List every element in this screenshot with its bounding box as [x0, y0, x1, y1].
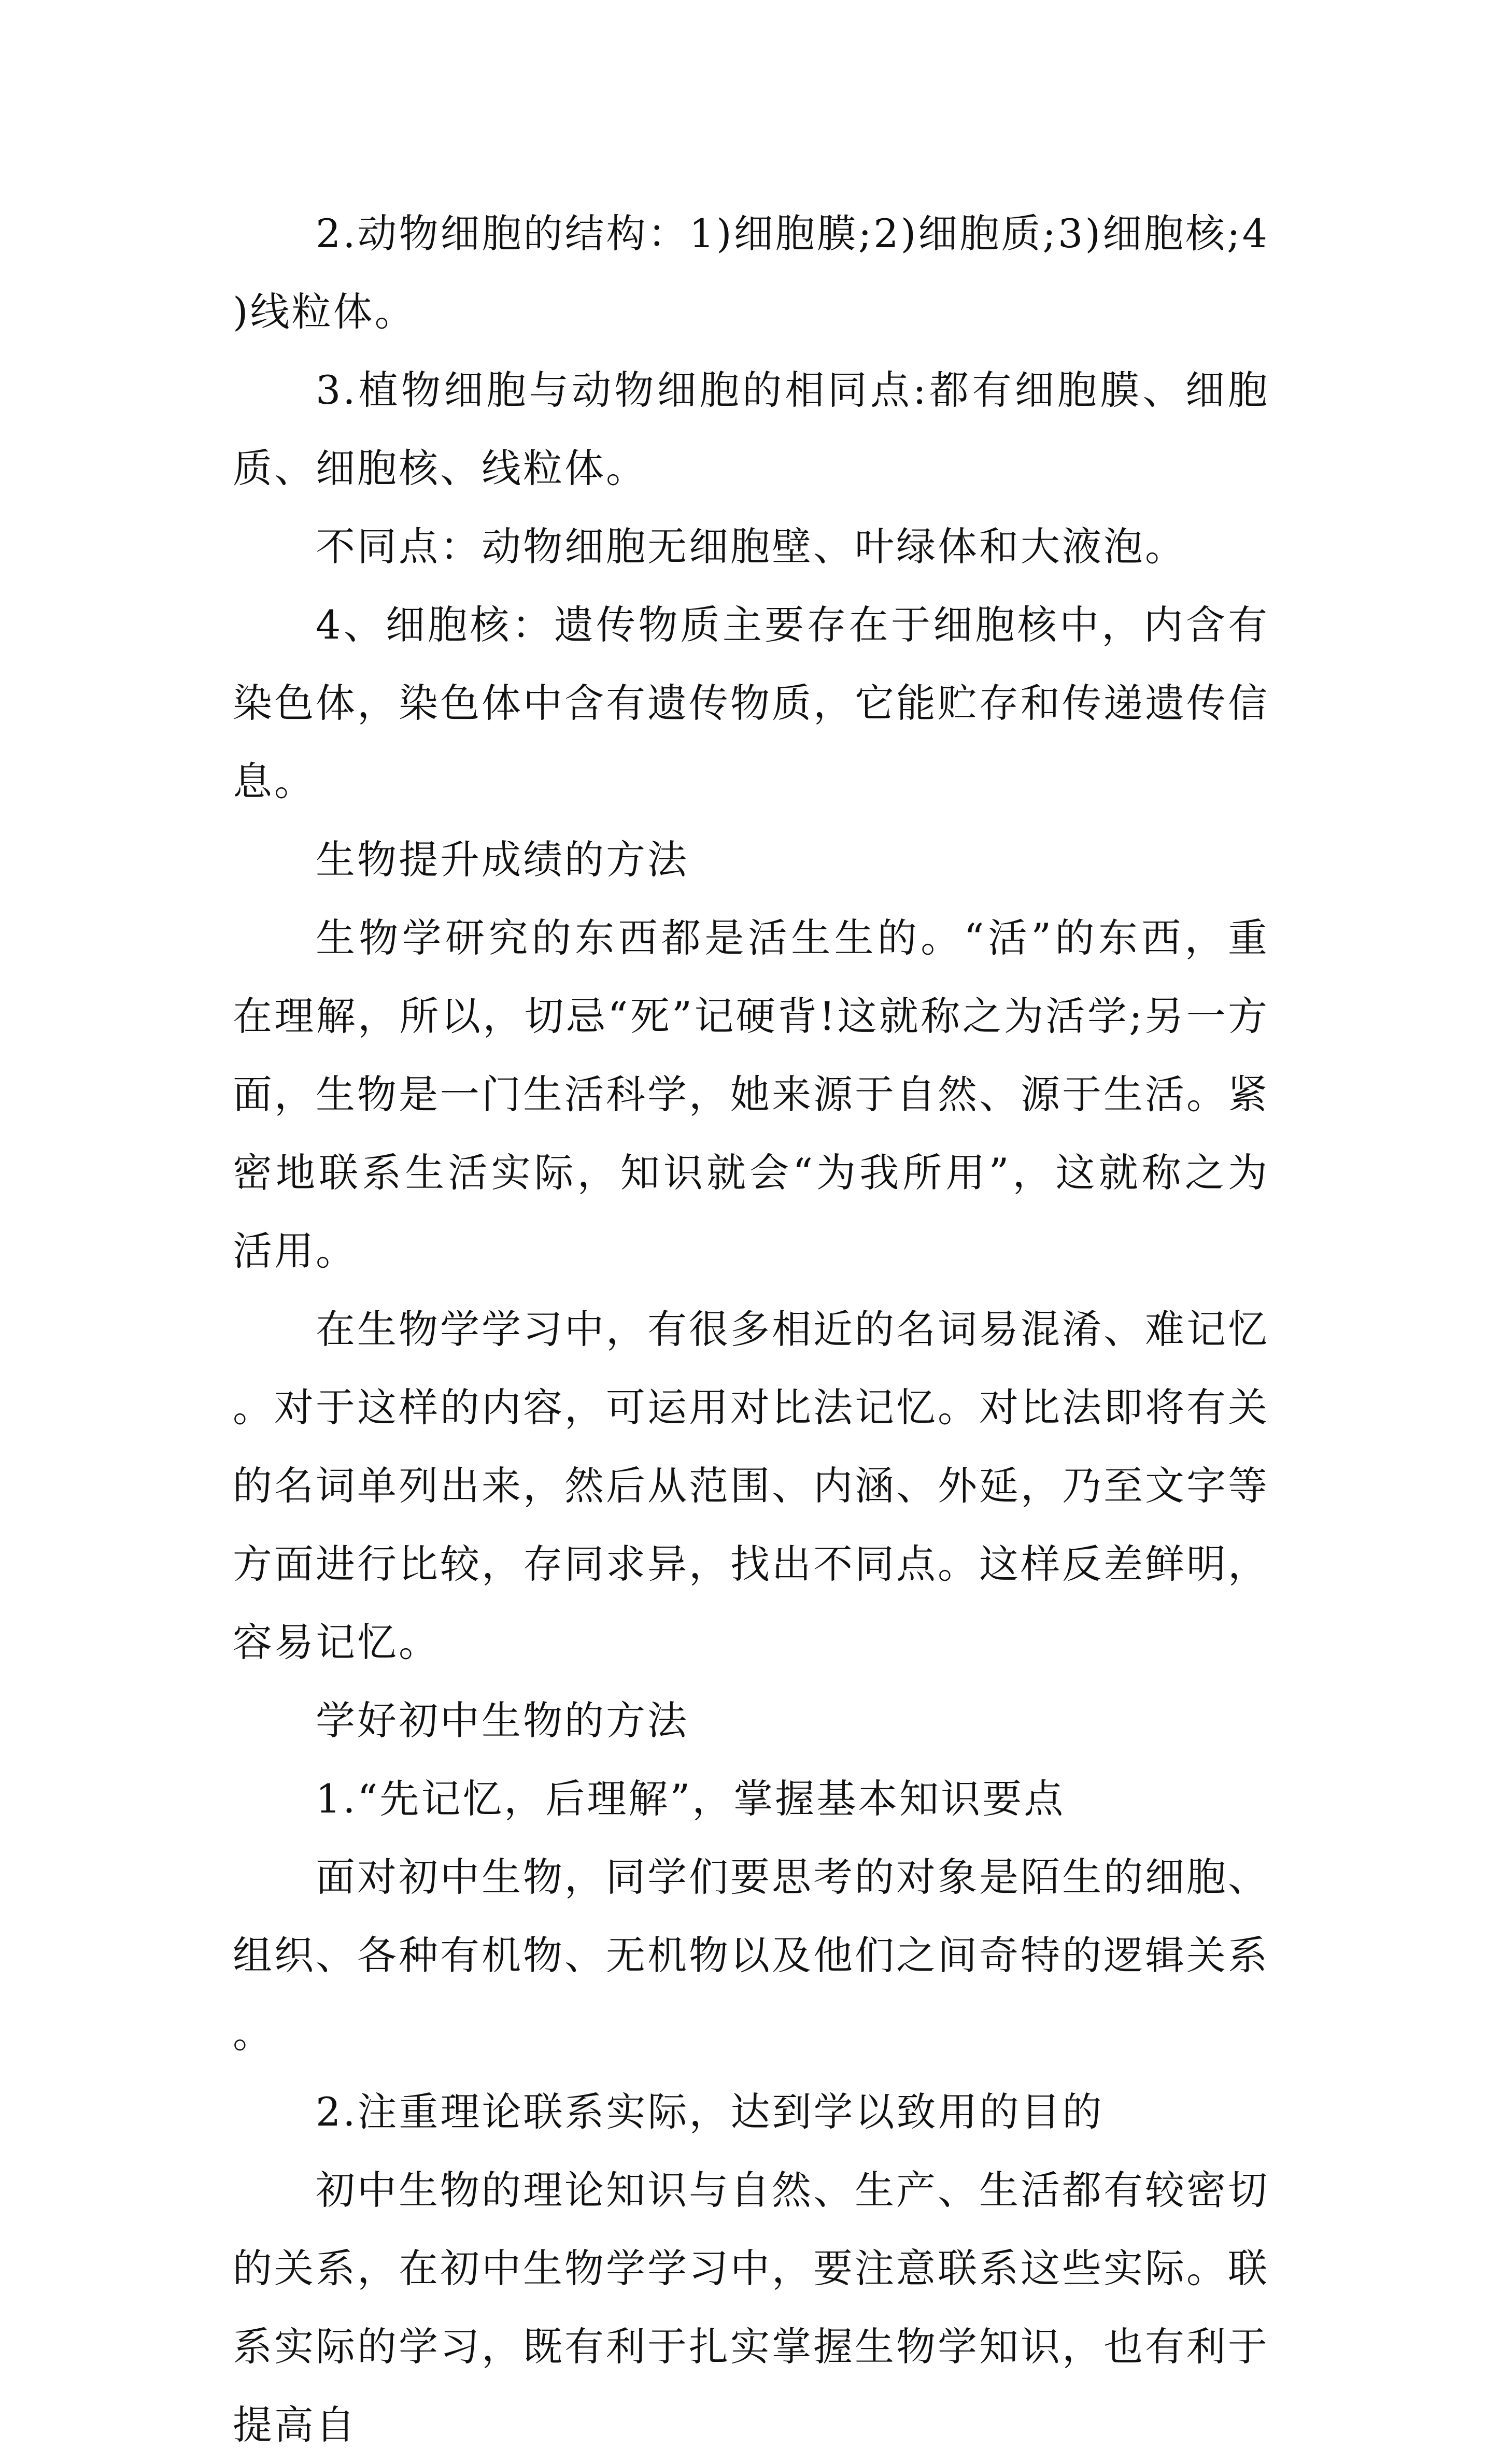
paragraph-theory-knowledge: 初中生物的理论知识与自然、生产、生活都有较密切的关系，在初中生物学学习中，要注意联系这些实际。联系实际的学习，既有利于扎实掌握生物学知识，也有利于提高自	[233, 2167, 1269, 2448]
subheading-memorize-first: 1.“先记忆，后理解”，掌握基本知识要点	[316, 1776, 1066, 1822]
paragraph-similarities: 3.植物细胞与动物细胞的相同点:都有细胞膜、细胞质、细胞核、线粒体。	[233, 367, 1269, 491]
paragraph-differences: 不同点：动物细胞无细胞壁、叶绿体和大液泡。	[316, 523, 1186, 570]
paragraph-facing-biology: 面对初中生物，同学们要思考的对象是陌生的细胞、组织、各种有机物、无机物以及他们之间奇特的逻辑关系。	[233, 1854, 1269, 2057]
paragraph-animal-cell-structure: 2.动物细胞的结构：1)细胞膜;2)细胞质;3)细胞核;4)线粒体。	[233, 210, 1269, 335]
paragraph-cell-nucleus: 4、细胞核：遗传物质主要存在于细胞核中，内含有染色体，染色体中含有遗传物质，它能贮存和传递遗传信息。	[233, 602, 1269, 804]
paragraph-comparison-method: 在生物学学习中，有很多相近的名词易混淆、难记忆。对于这样的内容，可运用对比法记忆。对比法即将有关的名词单列出来，然后从范围、内涵、外延，乃至文字等方面进行比较，存同求异，找出不同点。这样反差鲜明，容易记忆。	[233, 1306, 1269, 1665]
heading-learn-biology: 学好初中生物的方法	[316, 1697, 689, 1744]
subheading-theory-practice: 2.注重理论联系实际，达到学以致用的目的	[316, 2089, 1104, 2135]
document-body	[233, 194, 1269, 2464]
heading-improve-grades: 生物提升成绩的方法	[316, 837, 689, 883]
paragraph-living-study: 生物学研究的东西都是活生生的。“活”的东西，重在理解，所以，切忌“死”记硬背!这就称之为活学;另一方面，生物是一门生活科学，她来源于自然、源于生活。紧密地联系生活实际，知识就会“为我所用”，这就称之为活用。	[233, 915, 1269, 1274]
